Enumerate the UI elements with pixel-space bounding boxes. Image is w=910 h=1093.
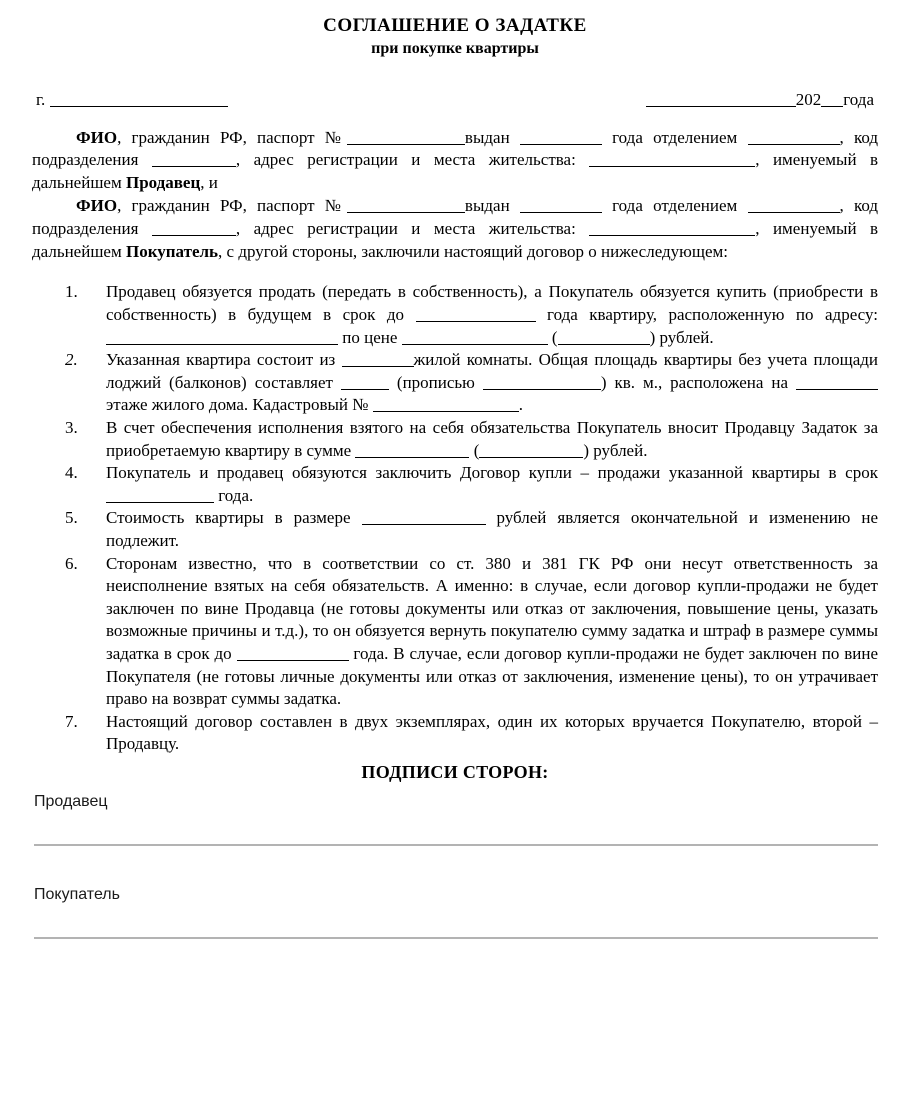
- clause-2-text-4: ) кв. м., расположена на: [600, 372, 789, 392]
- clause-1-text-1: Продавец обязуется продать (передать в собственность), а Покупатель обязуется купить (приобрести в собственность) в будущем в срок до: [106, 282, 878, 324]
- buyer-passport-blank[interactable]: [347, 196, 465, 213]
- buyer-address-blank[interactable]: [589, 219, 755, 236]
- seller-paragraph: [32, 127, 878, 195]
- buyer-seg3: года отделением: [612, 195, 738, 215]
- buyer-subdivision-code-blank[interactable]: [152, 219, 236, 236]
- city-field: [36, 90, 228, 110]
- clause-4-text-2: года.: [218, 485, 254, 505]
- clause-2-rooms-blank[interactable]: [342, 350, 414, 367]
- clause-7-text-1: Настоящий договор составлен в двух экземплярах, один их которых вручается Покупателю, второй – Продавцу.: [106, 711, 878, 754]
- seller-signature-label: Продавец: [34, 793, 108, 811]
- clause-2-text-1: Указанная квартира состоит из: [106, 350, 336, 370]
- clause-2-text-3: (прописью: [396, 372, 475, 392]
- year-blank[interactable]: [821, 90, 843, 107]
- clause-3-text-2: (: [473, 440, 480, 460]
- clause-3: [32, 417, 878, 462]
- clause-1-text-4: (: [551, 327, 558, 347]
- clause-6-text-1: Сторонам известно, что в соответствии со ст. 380 и 381 ГК РФ они несут ответственность за неисполнение взятых на себя обязательств. А именно: в случае, если договор купли-продажи не будет заключен по вине Продавца (не готовы документы или отказ от заключения, повышение цены, указать возможные причины и т.д.), то он обязуется вернуть покупателю сумму задатка и штраф в размере суммы задатка в срок до: [106, 553, 878, 664]
- city-prefix-label: г.: [36, 89, 46, 109]
- seller-seg3: года отделением: [612, 127, 738, 147]
- clauses-list: [32, 281, 878, 756]
- clause-7-number: 7.: [65, 711, 78, 731]
- clause-4: [32, 462, 878, 507]
- clause-2-text-5: этаже жилого дома. Кадастровый №: [106, 395, 369, 415]
- buyer-seg6: , именуемый в дальнейшем: [32, 218, 879, 261]
- city-blank[interactable]: [50, 90, 228, 107]
- seller-seg7: , и: [200, 173, 218, 193]
- seller-passport-blank[interactable]: [347, 128, 465, 145]
- seller-seg6: , именуемый в дальнейшем: [32, 150, 879, 193]
- clause-1-text-3: по цене: [342, 327, 398, 347]
- seller-issue-date-blank[interactable]: [520, 128, 602, 145]
- clause-3-text-3: ) рублей.: [583, 440, 648, 460]
- date-blank[interactable]: [646, 90, 796, 107]
- buyer-signature-block: [32, 886, 878, 939]
- clause-5-text-1: Стоимость квартиры в размере: [106, 508, 351, 528]
- buyer-paragraph: [32, 195, 878, 263]
- clause-2-floor-blank[interactable]: [796, 373, 878, 390]
- buyer-issue-date-blank[interactable]: [520, 196, 602, 213]
- clause-1-price-words-blank[interactable]: [558, 327, 650, 344]
- year-prefix-label: 202: [795, 89, 822, 109]
- clause-7: [32, 711, 878, 756]
- clause-6-text-2: года. В случае, если договор купли-продажи не будет заключен по вине Покупателя (не готовы личные документы или отказ от заключения, изменение цены), то он утрачивает право на возврат суммы задатка.: [106, 644, 879, 709]
- clause-1-address-blank[interactable]: [106, 327, 338, 344]
- clause-4-term-blank[interactable]: [106, 486, 214, 503]
- signatures-heading: ПОДПИСИ СТОРОН:: [361, 762, 549, 783]
- clause-2-text-6: .: [518, 395, 523, 415]
- clause-3-text-1: В счет обеспечения исполнения взятого на себя обязательства Покупатель вносит Продавцу Задаток за приобретаемую квартиру в сумме: [106, 417, 878, 460]
- seller-seg2: выдан: [464, 127, 510, 147]
- seller-role-label: Продавец: [125, 173, 201, 193]
- buyer-seg7: , с другой стороны, заключили настоящий договор о нижеследующем:: [218, 241, 728, 261]
- clause-2-number: 2.: [65, 350, 78, 370]
- clause-1-text-2: года квартиру, расположенную по адресу:: [547, 304, 878, 324]
- clause-3-deposit-words-blank[interactable]: [479, 440, 583, 457]
- buyer-signature-label: Покупатель: [34, 886, 120, 904]
- seller-signature-line[interactable]: [34, 844, 878, 846]
- clause-2: [32, 349, 878, 417]
- buyer-seg1: , гражданин РФ, паспорт №: [117, 195, 347, 215]
- clause-6-term-blank[interactable]: [237, 644, 349, 661]
- year-suffix-label: года: [843, 89, 874, 109]
- seller-signature-block: [32, 793, 878, 846]
- seller-department-blank[interactable]: [748, 128, 840, 145]
- clause-2-cadastre-blank[interactable]: [373, 395, 519, 412]
- clause-4-text-1: Покупатель и продавец обязуются заключить Договор купли – продажи указанной квартиры в срок: [106, 463, 878, 483]
- clause-1-number: 1.: [65, 282, 78, 302]
- clause-2-text-2: жилой комнаты. Общая площадь квартиры без учета площади лоджий (балконов) составляет: [106, 350, 879, 392]
- document-subtitle: при покупке квартиры: [371, 39, 539, 57]
- buyer-seg5: , адрес регистрации и места жительства:: [235, 218, 576, 238]
- buyer-seg4: , код подразделения: [32, 195, 879, 238]
- clause-5-text-2: рублей является окончательной и изменению не подлежит.: [106, 508, 878, 550]
- buyer-department-blank[interactable]: [748, 196, 840, 213]
- clause-6: [32, 553, 878, 711]
- clause-5: [32, 507, 878, 552]
- title-block: [32, 14, 878, 60]
- buyer-role-label: Покупатель: [125, 241, 219, 261]
- clause-5-cost-blank[interactable]: [362, 508, 486, 525]
- date-field: [646, 90, 874, 110]
- buyer-seg2: выдан: [464, 195, 510, 215]
- clause-6-number: 6.: [65, 553, 78, 573]
- seller-address-blank[interactable]: [589, 150, 755, 167]
- place-date-row: [32, 90, 878, 110]
- parties-section: [32, 127, 878, 264]
- buyer-signature-line[interactable]: [34, 937, 878, 939]
- seller-seg5: , адрес регистрации и места жительства:: [235, 150, 576, 170]
- document-title: СОГЛАШЕНИЕ О ЗАДАТКЕ: [323, 15, 587, 36]
- seller-seg4: , код подразделения: [32, 127, 879, 170]
- seller-name-placeholder: ФИО: [76, 127, 118, 147]
- clause-1-text-5: ) рублей.: [649, 327, 714, 347]
- buyer-name-placeholder: ФИО: [76, 195, 118, 215]
- clause-2-area-blank[interactable]: [341, 373, 389, 390]
- clause-1-term-blank[interactable]: [416, 305, 536, 322]
- clause-2-area-words-blank[interactable]: [483, 373, 601, 390]
- clause-5-number: 5.: [65, 508, 78, 528]
- clause-4-number: 4.: [65, 463, 78, 483]
- clause-1: [32, 281, 878, 349]
- clause-3-deposit-sum-blank[interactable]: [355, 440, 469, 457]
- clause-3-number: 3.: [65, 417, 78, 437]
- clause-1-price-blank[interactable]: [402, 327, 548, 344]
- seller-seg1: , гражданин РФ, паспорт №: [117, 127, 347, 147]
- seller-subdivision-code-blank[interactable]: [152, 150, 236, 167]
